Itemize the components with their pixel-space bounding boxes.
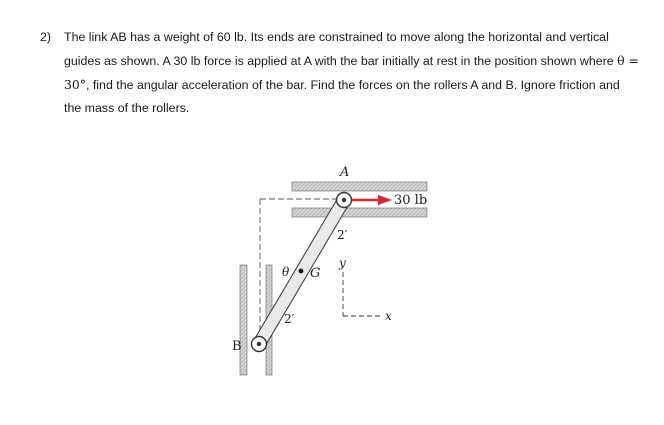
force-arrow-head — [378, 195, 392, 205]
problem-text-part2: , find the angular acceleration of the bar. Find the forces on the rollers A and B. Ignore friction and the mass of the rollers. — [64, 78, 620, 115]
problem-text-part1: The link AB has a weight of 60 lb. Its ends are constrained to move along the horizontal and vertical guides as shown. A 30 lb force is applied at A with the bar initially at rest in the position shown where — [64, 30, 618, 68]
roller-A-pin — [342, 198, 346, 202]
label-A: A — [340, 165, 350, 180]
label-axis-y: y — [339, 256, 346, 270]
vertical-guide-left — [240, 265, 247, 375]
label-upper-length: 2′ — [337, 228, 348, 242]
theta-value: θ = 30° — [64, 53, 639, 92]
problem-number: 2) — [40, 30, 52, 44]
horizontal-guide-top — [292, 182, 427, 191]
label-G: G — [310, 266, 321, 281]
horizontal-guide-bottom — [292, 208, 427, 217]
label-axis-x: x — [385, 309, 392, 323]
roller-B-pin — [257, 342, 261, 346]
label-theta: θ — [282, 265, 290, 279]
center-of-mass-dot — [299, 269, 304, 274]
label-force: 30 lb — [394, 193, 428, 208]
label-B: B — [232, 339, 242, 354]
label-lower-length: 2′ — [284, 312, 295, 326]
